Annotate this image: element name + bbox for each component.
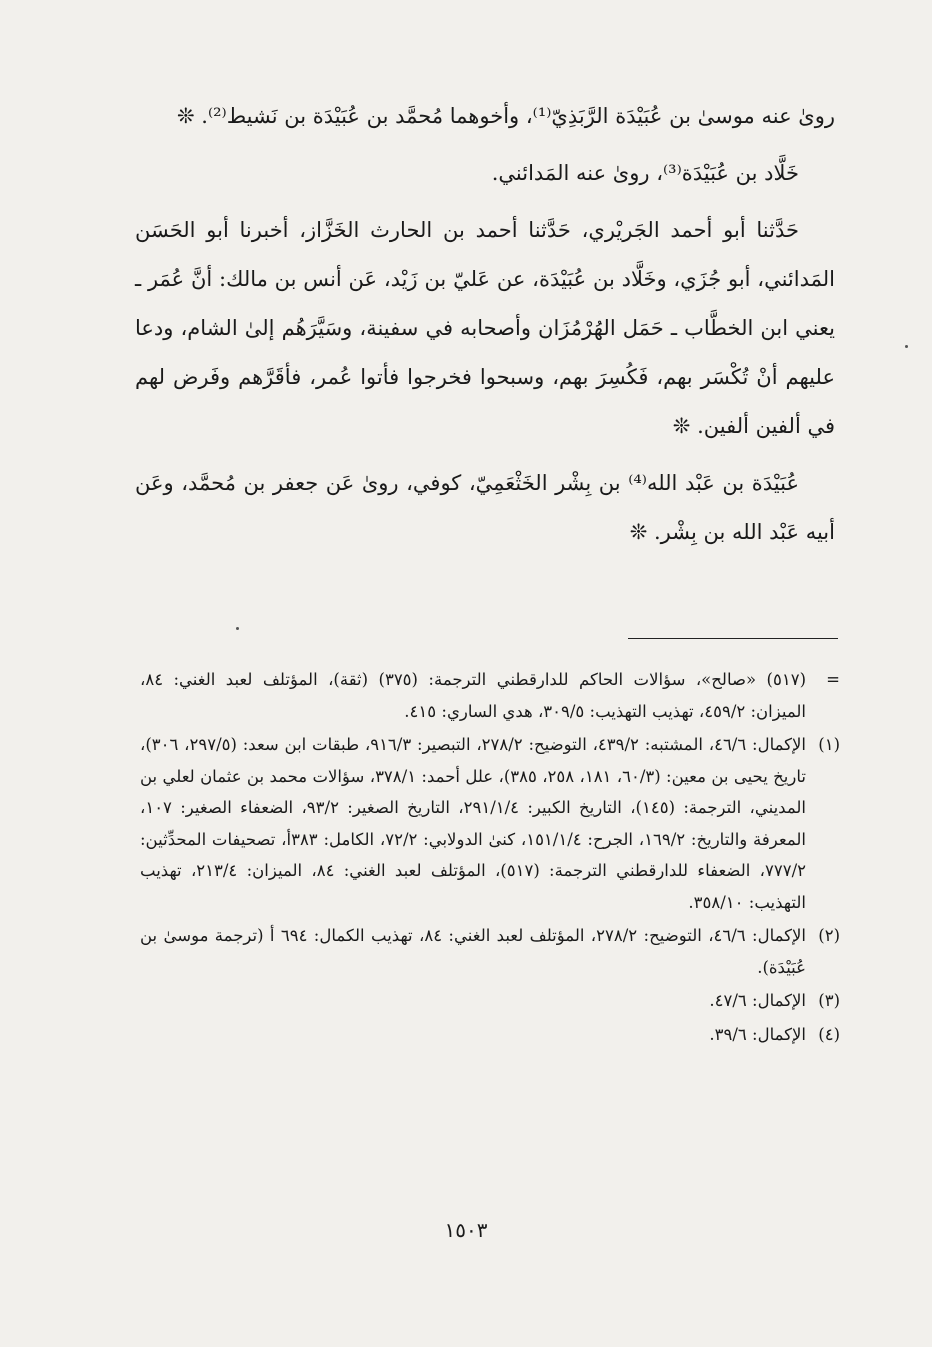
footnote-text: الإكمال: ٤٦/٦، التوضيح: ٢٧٨/٢، المؤتلف لعبد الغني: ٨٤، تهذيب الكمال: ٦٩٤ أ (ترجمة موسىٰ بن عُبَيْدَة).	[140, 926, 806, 977]
footnote-text: الإكمال: ٤٧/٦.	[709, 991, 806, 1010]
footnote-separator	[628, 638, 838, 639]
footnote	[140, 664, 840, 727]
footnote-marker: (١)	[818, 735, 840, 754]
footnote-text: الإكمال: ٤٦/٦، المشتبه: ٤٣٩/٢، التوضيح: ٢٧٨/٢، التبصير: ٩١٦/٣، طبقات ابن سعد: (٢٩٧/٥، ٣٠٦)، تاريخ يحيى بن معين: (٦٠/٣، ١٨١، ٢٥٨، ٣٨٥)، علل أحمد: ٣٧٨/١، سؤالات محمد بن عثمان لعلي بن المديني، الترجمة: (١٤٥)، التاريخ الكبير: ٢٩١/١/٤، التاريخ الصغير: ٩٣/٢، الضعفاء الصغير: ١٠٧، المعرفة والتاريخ: ١٦٩/٢، الجرح: ١٥١/١/٤، كنىٰ الدولابي: ٧٢/٢، الكامل: ٣٨٣أ، تصحيفات المحدِّثين: ٧٧٧/٢، الضعفاء للدارقطني الترجمة: (٥١٧)، المؤتلف لعبد الغني: ٨٤، الميزان: ٢١٣/٤، تهذيب التهذيب: ٣٥٨/١٠.	[140, 735, 806, 912]
footnotes	[140, 664, 840, 1052]
footnote	[140, 920, 840, 983]
main-text	[135, 92, 835, 565]
footnote-marker: (٤)	[818, 1024, 840, 1044]
scan-speck	[236, 627, 239, 630]
footnote-marker: (٢)	[818, 926, 840, 945]
scan-speck	[905, 345, 908, 348]
page-number: ١٥٠٣	[444, 1218, 488, 1242]
footnote-text: (٥١٧) «صالح»، سؤالات الحاكم للدارقطني الترجمة: (٣٧٥) (ثقة)، المؤتلف لعبد الغني: ٨٤، الميزان: ٤٥٩/٢، تهذيب التهذيب: ٣٠٩/٥، هدي الساري: ٤١٥.	[140, 670, 806, 721]
footnote-text: الإكمال: ٣٩/٦.	[709, 1024, 806, 1044]
main-paragraph: عُبَيْدَة بن عَبْد الله⁽⁴⁾ بن بِشْر الخَثْعَمِيّ، كوفي، روىٰ عَن جعفر بن مُحمَّد، وعَن أبيه عَبْد الله بن بِشْر. ❊	[135, 471, 835, 544]
main-paragraph: حَدَّثنا أبو أحمد الجَريْري، حَدَّثنا أحمد بن الحارث الخَزَّاز، أخبرنا أبو الحَسَن المَدائني، أبو جُزَي، وخَلَّاد بن عُبَيْدَة، عن عَليّ بن زَيْد، عَن أنس بن مالك: أنَّ عُمَر ـ يعني ابن الخطَّاب ـ حَمَل الهُرْمُزَان وأصحابه في سفينة، وسَيَّرَهُم إلىٰ الشام، ودعا عليهم أنْ تُكْسَر بهم، فَكُسِرَ بهم، وسبحوا فخرجوا فأتوا عُمر، فأقَرَّهم وفَرض لهم في ألفين ألفين. ❊	[135, 218, 835, 438]
footnote-marker: =	[826, 670, 840, 689]
footnote-marker: (٣)	[818, 991, 840, 1010]
footnote	[140, 1019, 840, 1051]
main-paragraph: خَلَّاد بن عُبَيْدَة⁽³⁾، روىٰ عنه المَدائني.	[491, 161, 799, 185]
footnote	[140, 985, 840, 1017]
footnote	[140, 729, 840, 918]
main-paragraph: روىٰ عنه موسىٰ بن عُبَيْدَة الرَّبَذِيّ⁽¹⁾، وأخوهما مُحمَّد بن عُبَيْدَة بن نَشيط⁽²⁾. ❊	[177, 104, 835, 128]
